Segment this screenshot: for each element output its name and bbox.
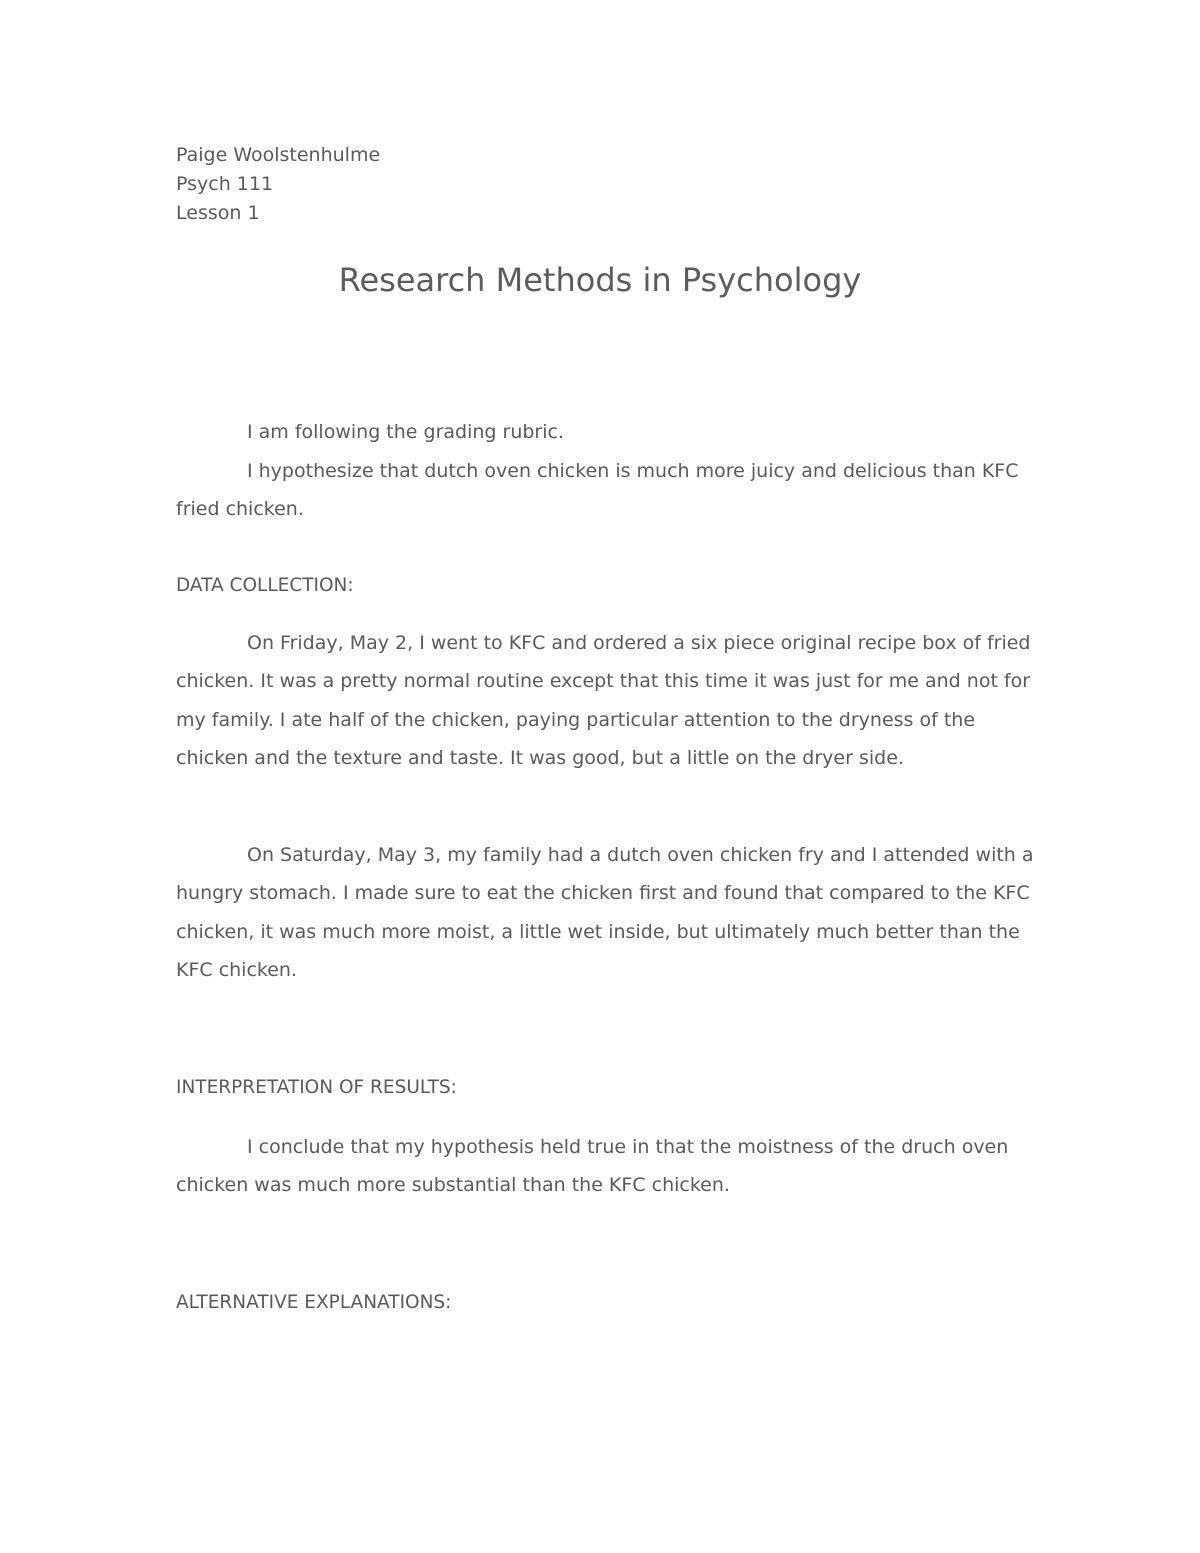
data-collection-paragraph-2: On Saturday, May 3, my family had a dutch oven chicken fry and I attended with a hungry stomach. I made sure to eat the chicken first and found that compared to the KFC chicken, it was much more moist, a little wet inside, but ultimately much better than the KFC chicken.	[176, 844, 1034, 981]
lesson-label: Lesson 1	[176, 202, 260, 224]
course-name: Psych 111	[176, 173, 274, 195]
intro-line: I am following the grading rubric.	[247, 421, 564, 443]
alternative-explanations-heading: ALTERNATIVE EXPLANATIONS:	[176, 1292, 452, 1313]
interpretation-heading: INTERPRETATION OF RESULTS:	[176, 1077, 457, 1098]
interpretation-paragraph: I conclude that my hypothesis held true in that the moistness of the druch oven chicken was much more substantial than the KFC chicken.	[176, 1136, 1009, 1197]
hypothesis-paragraph: I hypothesize that dutch oven chicken is much more juicy and delicious than KFC fried chicken.	[176, 460, 1019, 521]
author-name: Paige Woolstenhulme	[176, 144, 381, 166]
data-collection-paragraph-1: On Friday, May 2, I went to KFC and ordered a six piece original recipe box of fried chicken. It was a pretty normal routine except that this time it was just for me and not for my family. I ate half of the chicken, paying particular attention to the dryness of the chicken and the texture and taste. It was good, but a little on the dryer side.	[176, 632, 1031, 769]
document-title: Research Methods in Psychology	[338, 261, 862, 299]
data-collection-heading: DATA COLLECTION:	[176, 575, 354, 596]
